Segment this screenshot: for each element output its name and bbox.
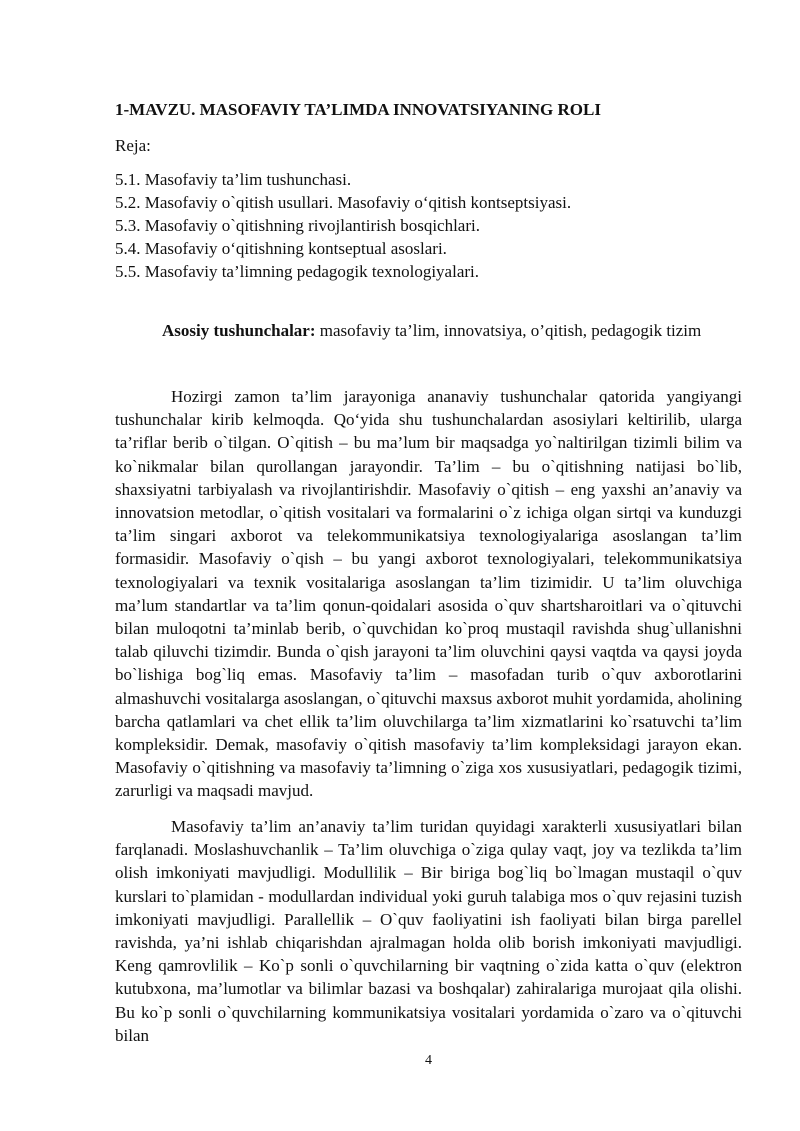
plan-item: 5.2. Masofaviy o`qitish usullari. Masofaviy o‘qitish kontseptsiyasi. bbox=[115, 193, 572, 212]
key-concepts-text: masofaviy ta’lim, innovatsiya, o’qitish, pedagogik tizim bbox=[315, 321, 702, 340]
plan-item: 5.5. Masofaviy ta’limning pedagogik texnologiyalari. bbox=[115, 262, 480, 281]
body-paragraph: Masofaviy ta’lim an’anaviy ta’lim turidan quyidagi xarakterli xususiyatlari bilan farqlanadi. Moslashuvchanlik – Ta’lim oluvchiga o`ziga qulay vaqt, joy va tezlikda ta’lim olish imkoniyati mavjudligi. Modullilik – Bir biriga bog`liq bo`lmagan mustaqil o`quv kurslari to`plamidan - modullardan individual yoki guruh talabiga mos o`quv rejasini tuzish imkoniyati mavjudligi. Parallellik – O`quv faoliyatini ish faoliyati bilan birga parellel ravishda, ya’ni ishlab chiqarishdan ajralmagan holda olib borish imkoniyati mavjudligi. Keng qamrovlilik – Ko`p sonli o`quvchilarning bir vaqtning o`zida katta o`quv (elektron kutubxona, ma’lumotlar va bilimlar bazasi va boshqalar) zahiralariga murojaat qila olishi. Bu ko`p sonli o`quvchilarning kommunikatsiya vositalari yordamida o`zaro va o`qituvchi bilan bbox=[115, 817, 742, 1045]
plan-item: 5.4. Masofaviy o‘qitishning kontseptual asoslari. bbox=[115, 239, 447, 258]
key-concepts-label: Asosiy tushunchalar: bbox=[162, 321, 316, 340]
plan-list bbox=[115, 168, 571, 283]
plan-item: 5.3. Masofaviy o`qitishning rivojlantirish bosqichlari. bbox=[115, 216, 480, 235]
plan-item: 5.1. Masofaviy ta’lim tushunchasi. bbox=[115, 170, 352, 189]
page-title: 1-MAVZU. MASOFAVIY TA’LIMDA INNOVATSIYANING ROLI bbox=[115, 100, 601, 119]
plan-heading: Reja: bbox=[115, 136, 151, 155]
key-concepts bbox=[115, 319, 742, 342]
page-number: 4 bbox=[425, 1053, 432, 1068]
body-paragraph: Hozirgi zamon ta’lim jarayoniga ananaviy tushunchalar qatorida yangiyangi tushunchalar kirib kelmoqda. Qo‘yida shu tushunchalardan asosiylari keltirilib, ularga ta’riflar berib o`tilgan. O`qitish – bu ma’lum bir maqsadga yo`naltirilgan tizimli bilim va ko`nikmalar bilan qurollangan jarayondir. Ta’lim – bu o`qitishning natijasi bo`lib, shaxsiyatni tarbiyalash va rivojlantirishdir. Masofaviy o`qitish – eng yaxshi an’anaviy va innovatsion metodlar, o`qitish vositalari va formalarini o`z ichiga olgan sirtqi va kunduzgi ta’lim singari axborot va telekommunikatsiya texnologiyalariga asoslangan ta’lim formasidir. Masofaviy o`qish – bu yangi axborot texnologiyalari, telekommunikatsiya texnologiyalari va texnik vositalariga asoslangan ta’lim tizimidir. U ta’lim oluvchiga ma’lum standartlar va ta’lim qonun-qoidalari asosida o`quv shartsharoitlari va o`qituvchi bilan muloqotni ta’minlab berib, o`quvchidan ko`proq mustaqil ravishda shug`ullanishni talab qiluvchi tizimdir. Bunda o`qish jarayoni ta’lim oluvchini qaysi vaqtda va qaysi joyda bo`lishiga bog`liq emas. Masofaviy ta’lim – masofadan turib o`quv axborotlarini almashuvchi vositalarga asoslangan, o`qituvchi maxsus axborot muhit yordamida, aholining barcha qatlamlari va chet ellik ta’lim oluvchilarga ta’lim xizmatlarini ko`rsatuvchi ta’lim kompleksidir. Demak, masofaviy o`qitish masofaviy ta’lim kompleksidagi jarayon ekan. Masofaviy o`qitishning va masofaviy ta’limning o`ziga xos xususiyatlari, pedagogik tizimi, zarurligi va maqsadi mavjud. bbox=[115, 387, 742, 801]
